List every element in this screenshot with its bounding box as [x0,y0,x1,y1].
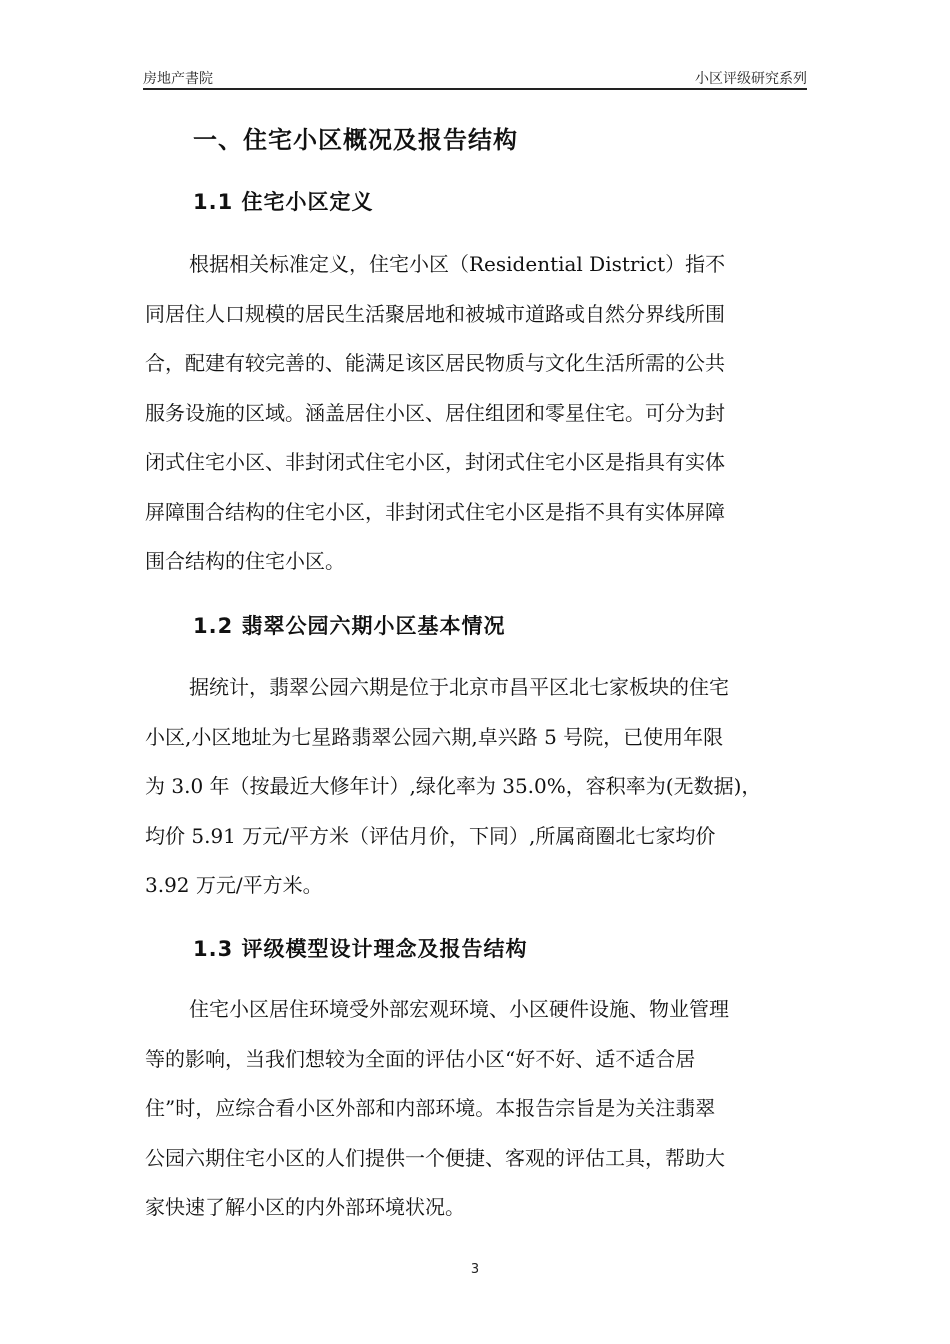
paragraph-line: 闭式住宅小区、非封闭式住宅小区，封闭式住宅小区是指具有实体 [145,450,725,474]
paragraph-line: 合，配建有较完善的、能满足该区居民物质与文化生活所需的公共 [145,351,725,375]
paragraph-line: 围合结构的住宅小区。 [145,549,345,573]
section-1-3-paragraph [145,985,815,1233]
paragraph-line: 住宅小区居住环境受外部宏观环境、小区硬件设施、物业管理 [189,997,729,1021]
page-header [143,66,807,88]
paragraph-line: 服务设施的区域。涵盖居住小区、居住组团和零星住宅。可分为封 [145,400,725,425]
paragraph-line: 为 3.0 年（按最近大修年计）,绿化率为 35.0%，容积率为(无数据)， [145,774,762,798]
section-heading-1-3: 1.3 评级模型设计理念及报告结构 [193,937,528,961]
page-number: 3 [470,1262,480,1277]
paragraph-line: 据统计，翡翠公园六期是位于北京市昌平区北七家板块的住宅 [189,675,729,699]
paragraph-line: 同居住人口规模的居民生活聚居地和被城市道路或自然分界线所围 [145,301,725,326]
paragraph-line: 公园六期住宅小区的人们提供一个便捷、客观的评估工具，帮助大 [145,1145,725,1170]
header-divider [143,88,807,90]
paragraph-line: 等的影响，当我们想较为全面的评估小区“好不好、适不适合居 [145,1046,696,1071]
header-publisher: 房地产書院 [143,71,213,87]
paragraph-line: 根据相关标准定义，住宅小区（Residential District）指不 [189,252,726,276]
section-heading-1-2: 1.2 翡翠公园六期小区基本情况 [193,614,506,638]
header-series: 小区评级研究系列 [695,71,807,87]
paragraph-line: 均价 5.91 万元/平方米（评估月价，下同）,所属商圈北七家均价 [145,823,716,848]
section-1-1-paragraph [145,240,815,587]
section-1-2-paragraph [145,663,815,911]
section-heading-1-1: 1.1 住宅小区定义 [193,190,374,214]
paragraph-line: 住”时，应综合看小区外部和内部环境。本报告宗旨是为关注翡翠 [145,1096,716,1120]
paragraph-line: 3.92 万元/平方米。 [145,873,323,897]
paragraph-line: 屏障围合结构的住宅小区，非封闭式住宅小区是指不具有实体屏障 [145,499,725,524]
chapter-title: 一、住宅小区概况及报告结构 [193,126,518,154]
paragraph-line: 家快速了解小区的内外部环境状况。 [145,1195,465,1219]
paragraph-line: 小区,小区地址为七星路翡翠公园六期,卓兴路 5 号院，已使用年限 [145,724,724,749]
